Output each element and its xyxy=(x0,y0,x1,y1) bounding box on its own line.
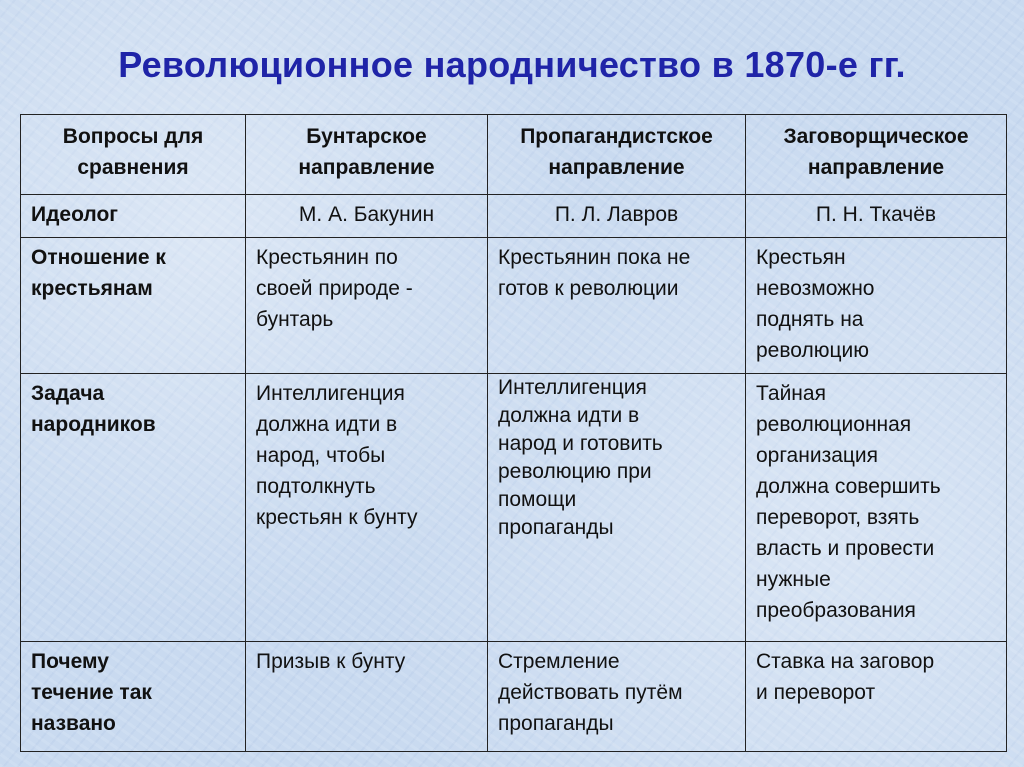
table-row xyxy=(21,195,1007,238)
row-label: Отношение к крестьянам xyxy=(21,238,246,374)
table-cell: Стремление действовать путём пропаганды xyxy=(488,642,746,752)
table-cell: П. Н. Ткачёв xyxy=(746,195,1007,238)
table-cell: П. Л. Лавров xyxy=(488,195,746,238)
table-row xyxy=(21,238,1007,374)
row-label: Задача народников xyxy=(21,374,246,642)
table-row xyxy=(21,374,1007,642)
table-cell: Крестьянин пока не готов к революции xyxy=(488,238,746,374)
header-conspiracy: Заговорщическое направление xyxy=(746,115,1007,195)
table-cell: Призыв к бунту xyxy=(246,642,488,752)
header-rebel: Бунтарское направление xyxy=(246,115,488,195)
comparison-table xyxy=(20,114,1007,752)
table-cell: Крестьян невозможно поднять на революцию xyxy=(746,238,1007,374)
header-propaganda: Пропагандистское направление xyxy=(488,115,746,195)
table-header-row xyxy=(21,115,1007,195)
table-cell: Крестьянин по своей природе - бунтарь xyxy=(246,238,488,374)
table-cell: Интеллигенция должна идти в народ и готовить революцию при помощи пропаганды xyxy=(488,374,746,642)
table-cell: Тайная революционная организация должна совершить переворот, взять власть и провести нужные преобразования xyxy=(746,374,1007,642)
table-row xyxy=(21,642,1007,752)
table-cell: М. А. Бакунин xyxy=(246,195,488,238)
table-cell: Интеллигенция должна идти в народ, чтобы подтолкнуть крестьян к бунту xyxy=(246,374,488,642)
table-cell: Ставка на заговор и переворот xyxy=(746,642,1007,752)
row-label: Идеолог xyxy=(21,195,246,238)
header-criteria: Вопросы для сравнения xyxy=(21,115,246,195)
row-label: Почему течение так названо xyxy=(21,642,246,752)
slide-title: Революционное народничество в 1870-е гг. xyxy=(118,44,906,85)
